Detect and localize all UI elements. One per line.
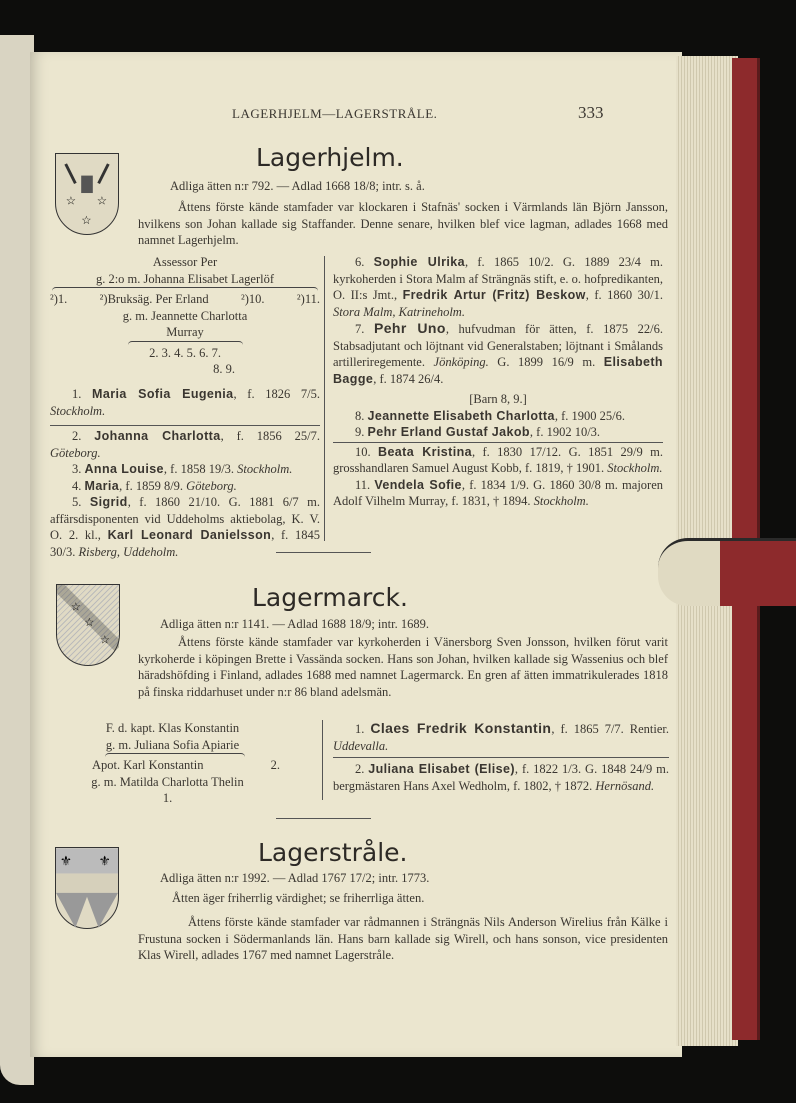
tree-generation: 8. 9. xyxy=(213,362,235,376)
text-span: , f. 1858 19/3. xyxy=(163,462,238,476)
children-note: [Barn 8, 9.] xyxy=(469,392,527,406)
section-title-lagerhjelm: Lagerhjelm. xyxy=(256,143,404,172)
text-span: 11. xyxy=(355,477,371,492)
text-span: Vendela Sofie xyxy=(374,477,462,492)
family-tree-lagermarck xyxy=(50,720,320,807)
text-span: , f. 1860 21/10. G. 1881 6/7 m. affärsdisponenten vid Uddeholms aktiebolag, K. V. O. 2. kl., xyxy=(50,495,321,542)
section-title-lagermarck: Lagermarck. xyxy=(252,583,408,612)
bookmark-tab xyxy=(658,538,796,606)
text-span: 4. xyxy=(72,478,82,493)
tree-root-spouse: g. 2:o m. Johanna Elisabet Lagerlöf xyxy=(95,271,275,286)
tree-node: 2. xyxy=(270,758,280,772)
section-divider xyxy=(276,552,371,553)
text-span: Stockholm. xyxy=(237,462,293,476)
text-span: 5. xyxy=(72,495,82,509)
text-span: Maria xyxy=(84,478,120,493)
tree-root: Assessor Per xyxy=(152,255,218,269)
svg-text:☆: ☆ xyxy=(84,615,95,629)
text-span: , f. 1860 30/1. xyxy=(585,288,664,302)
tree-children-row xyxy=(50,757,320,774)
tree-spouse: g. m. Jeannette Charlotta xyxy=(122,308,248,323)
subtitle-lagerhjelm: Adliga ätten n:r 792. — Adlad 1668 18/8; intr. s. å. xyxy=(170,179,425,193)
entries-right-lagerhjelm xyxy=(333,254,663,510)
text-span: Anna Louise xyxy=(84,462,164,476)
text-span: G. 1899 16/9 m. xyxy=(488,355,604,369)
text-span: , f. 1856 25/7. xyxy=(220,429,321,443)
text-span: Uddevalla. xyxy=(333,738,389,753)
entries-lagermarck xyxy=(333,720,669,794)
text-span: 8. xyxy=(355,408,365,423)
text-span: 2. xyxy=(355,762,365,776)
text-span: , f. 1834 1/9. G. 1860 30/8 m. majoren Adolf Vilhelm Murray, f. 1831, † 1894. xyxy=(333,477,664,508)
column-divider xyxy=(322,720,323,800)
text-span: Göteborg. xyxy=(186,478,237,493)
text-span: , hufvudman för ätten, f. 1875 22/6. Stabsadjutant och löjtnant vid Generalstaben; löjtnant i Smålands artilleriregemente. xyxy=(333,322,663,369)
family-tree-lagerhjelm xyxy=(50,254,320,378)
tree-children-row xyxy=(50,291,320,308)
tree-spouse: Murray xyxy=(166,325,204,339)
entry xyxy=(333,761,669,794)
entries-left-lagerhjelm xyxy=(50,386,320,560)
text-span: 3. xyxy=(72,462,82,476)
tree-node: ²)10. xyxy=(240,292,265,306)
svg-text:☆: ☆ xyxy=(65,194,77,208)
running-title: LAGERHJELM—LAGERSTRÅLE. xyxy=(232,106,438,121)
entry-divider xyxy=(333,442,663,443)
entry xyxy=(50,386,320,419)
tree-node: ²)Bruksäg. Per Erland xyxy=(99,292,209,306)
svg-text:⚜: ⚜ xyxy=(98,853,111,869)
text-span: Fredrik Artur (Fritz) Beskow xyxy=(402,288,586,302)
entry xyxy=(333,444,663,477)
column-divider xyxy=(324,256,325,541)
text-span: , f. 1826 7/5. xyxy=(233,387,321,401)
text-span: Johanna Charlotta xyxy=(94,429,221,443)
section-title-lagerstrale: Lagerstråle. xyxy=(258,838,408,867)
entry xyxy=(50,478,320,495)
text-span: Stockholm. xyxy=(607,461,663,475)
text-span: 9. xyxy=(355,425,365,439)
text-span: 1. xyxy=(355,722,365,736)
text-span: , f. 1874 26/4. xyxy=(373,371,444,386)
tree-node: ²)1. xyxy=(50,292,68,306)
text-span: Risberg, Uddeholm. xyxy=(78,544,179,559)
svg-text:☆: ☆ xyxy=(99,633,111,647)
entry xyxy=(333,320,663,387)
entry xyxy=(333,424,663,441)
section-divider xyxy=(276,818,371,819)
text-span: , f. 1822 1/3. G. 1848 24/9 m. bergmästaren Hans Axel Wedholm, f. 1802, † 1872. xyxy=(333,762,669,793)
text-span: Stockholm. xyxy=(533,494,589,508)
subtitle-lagerstrale: Adliga ätten n:r 1992. — Adlad 1767 17/2; intr. 1773. xyxy=(160,871,430,885)
entry xyxy=(333,408,663,425)
text-span: 2. xyxy=(72,429,82,443)
entry xyxy=(50,461,320,478)
tree-root: F. d. kapt. Klas Konstantin xyxy=(105,721,240,735)
entry xyxy=(333,477,663,510)
intro-lagerstrale: Åttens förste kände stamfader var rådmannen i Strängnäs Nils Anderson Wirelius från Kälke i Frustuna socken i Södermanlands län. Hans barn kallade sig Wirell, och hans sonson, vice presidenten Klas Wirell, adlades 1767 med namnet Lagerstråle. xyxy=(138,915,668,962)
text-span: Pehr Uno xyxy=(373,320,446,336)
entry xyxy=(333,254,663,320)
tree-spouse: g. m. Matilda Charlotta Thelin xyxy=(91,774,244,789)
text-span: Sophie Ulrika xyxy=(373,255,465,269)
text-span: Juliana Elisabet (Elise) xyxy=(368,762,515,776)
page-number: 333 xyxy=(578,103,604,122)
tree-node: Apot. Karl Konstantin xyxy=(92,758,204,772)
subtitle2-lagerstrale: Åtten äger friherrlig värdighet; se friherrliga ätten. xyxy=(172,891,425,905)
text-span: , f. 1830 17/12. G. 1851 29/9 m. grosshandlaren Samuel August Kobb, f. 1819, † 1901. xyxy=(333,444,663,475)
tree-generation: 2. 3. 4. 5. 6. 7. xyxy=(149,345,221,360)
text-span: Jönköping. xyxy=(433,355,489,369)
subtitle-lagermarck: Adliga ätten n:r 1141. — Adlad 1688 18/9; intr. 1689. xyxy=(160,617,429,631)
svg-text:☆: ☆ xyxy=(96,194,108,208)
text-span: Jeannette Elisabeth Charlotta xyxy=(367,408,555,423)
text-span: Karl Leonard Danielsson xyxy=(107,528,272,542)
text-span: , f. 1865 10/2. G. 1889 23/4 m. kyrkoherden i Stora Malm af Strängnäs stift, e. o. hofpredikanten, O. II:s Jmt., xyxy=(333,255,663,302)
text-span: Stockholm. xyxy=(50,403,106,418)
text-span: Elisabeth Bagge xyxy=(333,355,663,386)
text-span: , f. 1900 25/6. xyxy=(554,408,625,423)
svg-text:⚜: ⚜ xyxy=(59,853,73,869)
text-span: 6. xyxy=(355,255,365,269)
tree-generation: 1. xyxy=(162,791,173,805)
text-span: Sigrid xyxy=(89,495,128,509)
text-span: 10. xyxy=(355,444,371,459)
text-span: , f. 1865 7/7. Rentier. xyxy=(551,722,669,736)
text-span: , f. 1902 10/3. xyxy=(529,425,601,439)
entry-divider xyxy=(50,425,320,426)
intro-lagermarck: Åttens förste kände stamfader var kyrkoherden i Vänersborg Sven Jonsson, hvilken förut varit kyrkoherde i köpingen Brette i Vassända socken. Hans son Johan, hvilken kallade sig Wassenius och blef häradshöfding i Finland, adlades 1688 med namnet Lagermarck. En gren af ätten immatrikulerades 1818 på finska riddarhuset under n:r 86 bland adelsmän. xyxy=(138,635,668,699)
text-span: Claes Fredrik Konstantin xyxy=(370,720,552,736)
text-span: Maria Sofia Eugenia xyxy=(92,387,234,401)
tree-root-spouse: g. m. Juliana Sofia Apiarie xyxy=(105,737,240,752)
svg-text:☆: ☆ xyxy=(81,214,92,228)
text-span: Hernösand. xyxy=(595,778,655,793)
entry xyxy=(50,428,320,461)
entry xyxy=(333,720,669,754)
intro-lagerhjelm: Åttens förste kände stamfader var klockaren i Stafnäs' socken i Värmlands län Björn Jansson, hvilkens son Johan kallade sig Staffander. Denne senare, hvilken blef vice lagman, adlades 1668 med namnet Lagerhjelm. xyxy=(138,200,668,247)
coat-of-arms-lagerhjelm xyxy=(55,153,119,235)
text-span: Göteborg. xyxy=(50,445,101,460)
entry-divider xyxy=(333,757,669,758)
text-span: 7. xyxy=(355,322,365,336)
text-span: Pehr Erland Gustaf Jakob xyxy=(367,425,530,439)
text-span: , f. 1845 30/3. xyxy=(50,528,321,559)
text-span: Beata Kristina xyxy=(378,444,472,459)
previous-page-edge xyxy=(0,35,34,1085)
text-span: Stora Malm, Katrineholm. xyxy=(333,304,465,319)
entry xyxy=(50,494,320,560)
tree-node: ²)11. xyxy=(296,292,320,306)
svg-text:☆: ☆ xyxy=(70,600,81,614)
text-span: 1. xyxy=(72,387,82,401)
text-span: , f. 1859 8/9. xyxy=(119,478,187,493)
